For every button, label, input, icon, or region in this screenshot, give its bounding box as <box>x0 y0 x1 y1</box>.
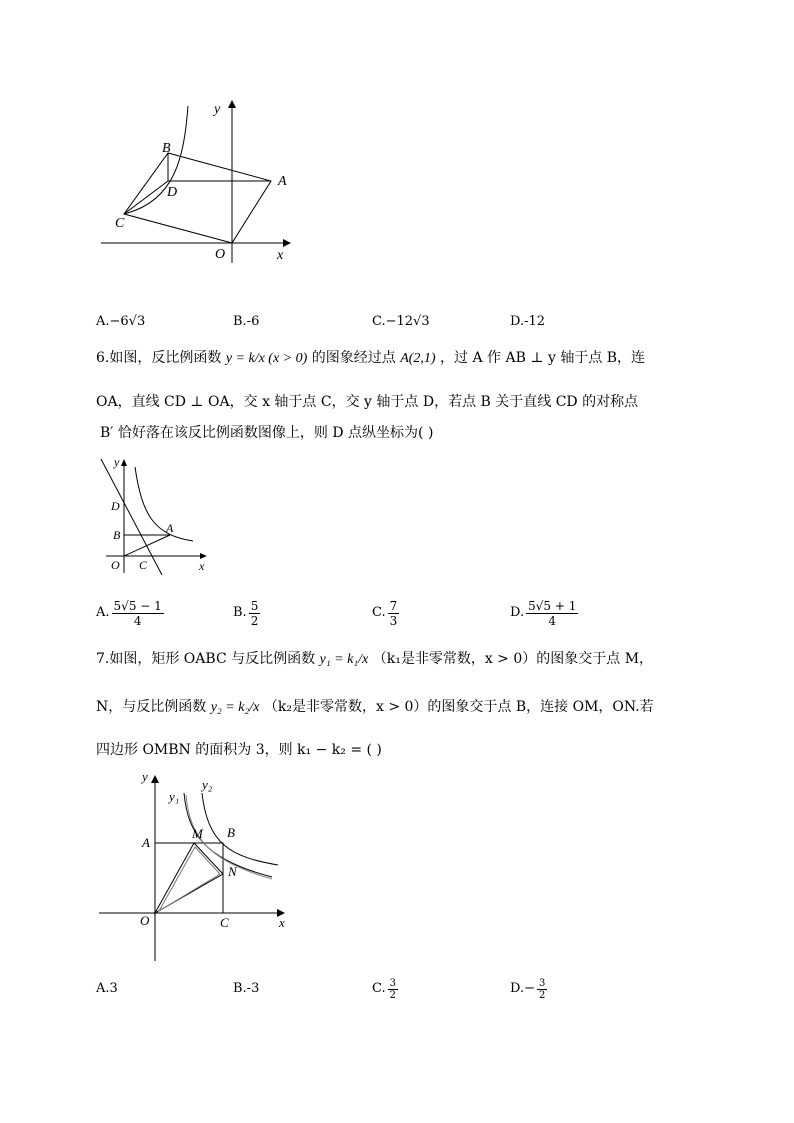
curve-y2 <box>202 793 278 865</box>
label-m: M <box>192 826 203 841</box>
label-y: y <box>214 102 221 117</box>
q6-line-2: OA，直线 CD ⊥ OA，交 x 轴于点 C，交 y 轴于点 D，若点 B 关于直线 CD 的对称点 <box>96 394 639 410</box>
q7-line-2: N，与反比例函数 y₂ = k₂/x （k₂是非零常数，x > 0）的图象交于点 B，连接 OM，ON.若 <box>96 699 654 715</box>
q7-function-1: y₁ = k₁/x <box>319 652 369 667</box>
label-y2: y₂ <box>202 777 213 792</box>
label-a: A <box>166 521 174 535</box>
q7-option-d[interactable]: D.− $\frac{3}{2}$ <box>510 977 546 1001</box>
q7-line-1: 7.如图，矩形 OABC 与反比例函数 y₁ = k₁/x （k₁是非零常数，x > 0）的图象交于点 M， <box>96 651 654 667</box>
label-x: x <box>279 915 285 930</box>
label-c: C <box>139 558 148 572</box>
figure-q6 <box>98 455 216 577</box>
label-b: B <box>113 528 121 542</box>
hyperbola-curve <box>135 467 193 541</box>
label-c: C <box>220 915 229 930</box>
label-o: O <box>215 247 226 262</box>
q6-option-b[interactable]: B. $\frac{5}{2}$ <box>233 598 259 628</box>
y-axis-arrow <box>228 100 236 108</box>
label-b: B <box>227 825 235 840</box>
label-n: N <box>228 864 237 879</box>
figure-q7 <box>96 765 296 965</box>
label-x: x <box>199 559 205 573</box>
q5-option-c[interactable]: C.−12√3 <box>372 314 430 329</box>
label-y: y <box>114 455 120 469</box>
q7-option-a[interactable]: A.3 <box>96 981 118 996</box>
q6-option-c[interactable]: C. $\frac{7}{3}$ <box>372 598 398 628</box>
label-y: y <box>142 769 148 784</box>
q6-option-d[interactable]: D. $\frac{5√5 + 1}{4}$ <box>510 598 577 628</box>
label-y1: y₁ <box>169 789 180 804</box>
q5-option-a[interactable]: A.−6√3 <box>96 314 146 329</box>
label-a: A <box>278 174 287 189</box>
label-d: D <box>111 499 120 513</box>
triangle-omn-inner <box>159 847 220 911</box>
label-o: O <box>140 913 150 928</box>
q6-option-a[interactable]: A. $\frac{5√5 - 1}{4}$ <box>96 598 162 628</box>
q5-option-d[interactable]: D.-12 <box>510 314 546 329</box>
x-axis-arrow <box>283 239 291 247</box>
label-a: A <box>142 835 150 850</box>
label-o: O <box>111 558 120 572</box>
segment-oa <box>124 535 170 556</box>
segment-cd <box>124 181 168 214</box>
hyperbola-curve <box>124 106 188 214</box>
label-d: D <box>167 185 178 200</box>
q7-line-3: 四边形 OMBN 的面积为 3，则 k₁ − k₂ = ( ) <box>96 742 382 758</box>
label-x: x <box>277 248 284 263</box>
label-c: C <box>115 216 125 231</box>
q5-option-b[interactable]: B.-6 <box>233 314 260 329</box>
y-axis-arrow <box>121 459 127 466</box>
q7-option-c[interactable]: C. $\frac{3}{2}$ <box>372 977 396 1001</box>
figure-q5 <box>96 96 306 266</box>
q6-line-1: 6.如图，反比例函数 y = k/x (x > 0) 的图象经过点 A(2,1) ，过 A 作 AB ⊥ y 轴于点 B，连 <box>96 350 646 366</box>
label-b: B <box>162 141 171 156</box>
q7-function-2: y₂ = k₂/x <box>210 700 260 715</box>
q7-option-b[interactable]: B.-3 <box>233 981 260 996</box>
q6-line-3: B′ 恰好落在该反比例函数图像上，则 D 点纵坐标为( ) <box>100 425 434 441</box>
y-axis-arrow <box>151 775 159 783</box>
q6-function: y = k/x (x > 0) <box>225 351 308 366</box>
